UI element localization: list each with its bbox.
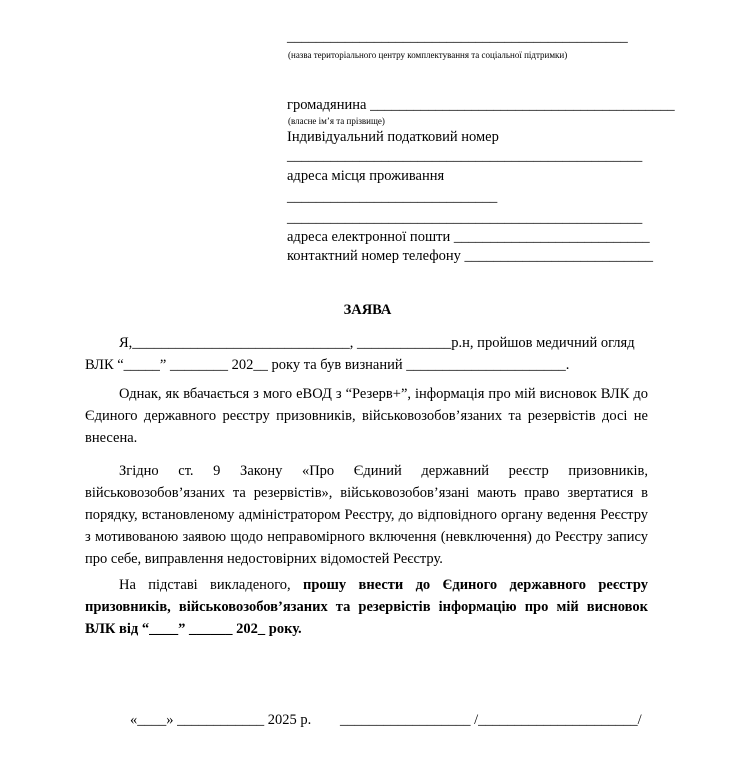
phone-row [287,248,653,265]
address-line-2: _________________________________________________ [287,210,643,226]
tax-number-line: _________________________________________________ [287,148,643,164]
email-label: адреса електронної пошти [287,229,454,245]
paragraph-2: Однак, як вбачається з мого еВОД з “Резерв+”, інформація про мій висновок ВЛК до Єдиного державного реєстру призовників, військовозобов’язаних та резервістів досі не внесена. [85,386,648,446]
address-label: адреса місця проживання [287,168,445,184]
citizen-label: громадянина [287,97,371,113]
paragraph-4-intro: На підставі викладеного, [119,577,304,593]
paragraph-4 [85,574,648,640]
paragraph-1-line-1: Я,______________________________, _____________р.н, пройшов медичний огляд [119,335,635,351]
paragraph-1-line-2: ВЛК “_____” ________ 202__ року та був визнаний ______________________. [85,357,570,373]
address-line-1: _____________________________ [287,189,498,205]
paragraph-4-request: прошу внести до Єдиного державного реєстру призовників, військовозобов’язаних та резервістів інформацію про мій висновок ВЛК від “____” ______ 202_ року. [85,577,648,637]
paragraph-3: Згідно ст. 9 Закону «Про Єдиний державний реєстр призовників, військовозобов’язаних та резервістів», військовозобов’язані мають право звертатися в порядку, встановленому адміністратором Реєстру, до відповідного органу ведення Реєстру з мотивованою заявою щодо неправомірного включення (невключення) до Реєстру запису про себе, виправлення недостовірних відомостей Реєстру. [85,463,648,567]
date-field: «____» ____________ 2025 р. [130,712,312,728]
citizen-row [287,97,675,114]
name-caption: (власне ім’я та прізвище) [288,116,385,126]
email-line: ___________________________ [453,229,650,245]
phone-label: контактний номер телефону [287,248,465,264]
citizen-name-line: __________________________________________ [370,97,675,113]
email-row [287,229,650,246]
tax-number-label: Індивідуальний податковий номер [287,129,499,145]
tcc-name-line: _______________________________________________ [287,29,628,45]
tcc-name-caption: (назва територіального центру комплектування та соціальної підтримки) [288,50,568,60]
document-title: ЗАЯВА [343,302,392,318]
signature-field: __________________ /______________________/ [340,712,642,728]
phone-line: __________________________ [464,248,653,264]
